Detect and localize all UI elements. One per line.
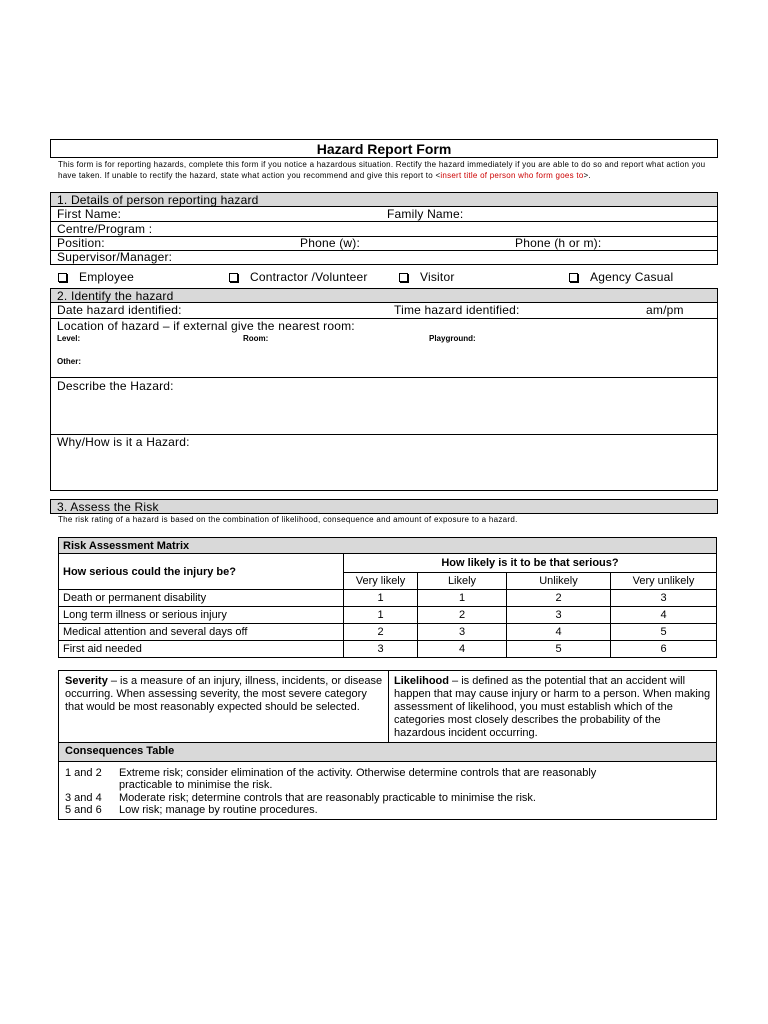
definitions-box <box>58 670 717 820</box>
person-type-agency-casual[interactable]: Agency Casual <box>569 270 673 284</box>
risk-value: 3 <box>344 641 418 658</box>
first-name-label: First Name: <box>57 207 122 221</box>
level-label: Level: <box>57 334 81 343</box>
section-person-details <box>50 192 718 265</box>
table-row <box>59 607 717 624</box>
person-type-visitor[interactable]: Visitor <box>399 270 455 284</box>
risk-value: 1 <box>344 590 418 607</box>
section-assess-risk-heading <box>50 499 718 514</box>
form-title: Hazard Report Form <box>316 141 452 157</box>
risk-value: 2 <box>344 624 418 641</box>
location-label: Location of hazard – if external give the nearest room: <box>57 319 355 333</box>
matrix-row-header: How serious could the injury be? <box>59 554 344 590</box>
section2-heading: 2. Identify the hazard <box>57 289 174 303</box>
matrix-title: Risk Assessment Matrix <box>59 538 717 554</box>
intro-highlight: insert title of person who form goes to <box>440 171 584 180</box>
risk-value: 3 <box>418 624 507 641</box>
consequence-range: 1 and 2 <box>65 767 102 779</box>
other-label: Other: <box>57 357 81 366</box>
risk-value: 3 <box>611 590 717 607</box>
section-heading-bar <box>51 193 717 207</box>
severity-label: Medical attention and several days off <box>59 624 344 641</box>
section-heading-bar <box>51 289 717 303</box>
risk-value: 6 <box>611 641 717 658</box>
risk-value: 4 <box>611 607 717 624</box>
section1-heading: 1. Details of person reporting hazard <box>57 193 259 207</box>
table-row <box>59 641 717 658</box>
matrix-column-label: Unlikely <box>507 573 611 590</box>
date-identified-label: Date hazard identified: <box>57 303 182 317</box>
why-hazard-label: Why/How is it a Hazard: <box>57 435 190 449</box>
intro-text: This form is for reporting hazards, complete this form if you notice a hazardous situation. Rectify the hazard immediately if you are able to do so and report what action you have taken. If unable to rectify the hazard, state what action you recommend and give this report to <insert title of person who form goes to>. <box>58 160 706 180</box>
risk-value: 3 <box>507 607 611 624</box>
consequences-title: Consequences Table <box>65 745 175 757</box>
consequence-text: Extreme risk; consider elimination of the activity. Otherwise determine controls that are reasonably practicable to minimise the risk. <box>119 767 597 791</box>
matrix-col-header: How likely is it to be that serious? <box>344 554 717 573</box>
severity-label: Long term illness or serious injury <box>59 607 344 624</box>
centre-label: Centre/Program : <box>57 222 153 236</box>
room-label: Room: <box>243 334 269 343</box>
phone-work-label: Phone (w): <box>300 236 361 250</box>
consequence-range: 5 and 6 <box>65 804 102 816</box>
severity-label: Death or permanent disability <box>59 590 344 607</box>
family-name-label: Family Name: <box>387 207 464 221</box>
table-row <box>59 590 717 607</box>
risk-value: 1 <box>418 590 507 607</box>
person-type-employee[interactable]: Employee <box>58 270 134 284</box>
form-title-bar <box>50 139 718 158</box>
person-type-contractor[interactable]: Contractor /Volunteer <box>229 270 368 284</box>
checkbox-icon[interactable] <box>569 273 578 282</box>
consequence-text: Low risk; manage by routine procedures. <box>119 804 318 816</box>
severity-definition: Severity – is a measure of an injury, illness, incidents, or disease occurring. When assessing severity, the most severe category that would be most reasonably expected should be selected. <box>65 675 383 713</box>
matrix-column-label: Very likely <box>344 573 418 590</box>
consequence-text: Moderate risk; determine controls that are reasonably practicable to minimise the risk. <box>119 792 536 804</box>
section3-heading: 3. Assess the Risk <box>57 500 159 514</box>
risk-value: 5 <box>507 641 611 658</box>
risk-value: 4 <box>418 641 507 658</box>
matrix-column-label: Likely <box>418 573 507 590</box>
severity-label: First aid needed <box>59 641 344 658</box>
table-row <box>59 624 717 641</box>
am-pm-label: am/pm <box>646 303 684 317</box>
likelihood-definition: Likelihood – is defined as the potential that an accident will happen that may cause injury or harm to a person. When making assessment of likelihood, you must establish which of the categories most closely describes the probability of the hazardous incident occurring. <box>394 675 711 739</box>
position-label: Position: <box>57 236 105 250</box>
phone-home-label: Phone (h or m): <box>515 236 602 250</box>
risk-value: 5 <box>611 624 717 641</box>
checkbox-icon[interactable] <box>58 273 67 282</box>
matrix-column-label: Very unlikely <box>611 573 717 590</box>
risk-rating-note: The risk rating of a hazard is based on the combination of likelihood, consequence and amount of exposure to a hazard. <box>58 515 518 524</box>
playground-label: Playground: <box>429 334 476 343</box>
section-identify-hazard <box>50 288 718 491</box>
consequence-range: 3 and 4 <box>65 792 102 804</box>
risk-value: 1 <box>344 607 418 624</box>
risk-value: 2 <box>507 590 611 607</box>
risk-assessment-matrix <box>58 537 717 658</box>
consequences-title-bar <box>59 742 716 762</box>
supervisor-label: Supervisor/Manager: <box>57 250 173 264</box>
risk-value: 2 <box>418 607 507 624</box>
risk-value: 4 <box>507 624 611 641</box>
time-identified-label: Time hazard identified: <box>394 303 520 317</box>
describe-hazard-label: Describe the Hazard: <box>57 379 174 393</box>
checkbox-icon[interactable] <box>399 273 408 282</box>
checkbox-icon[interactable] <box>229 273 238 282</box>
